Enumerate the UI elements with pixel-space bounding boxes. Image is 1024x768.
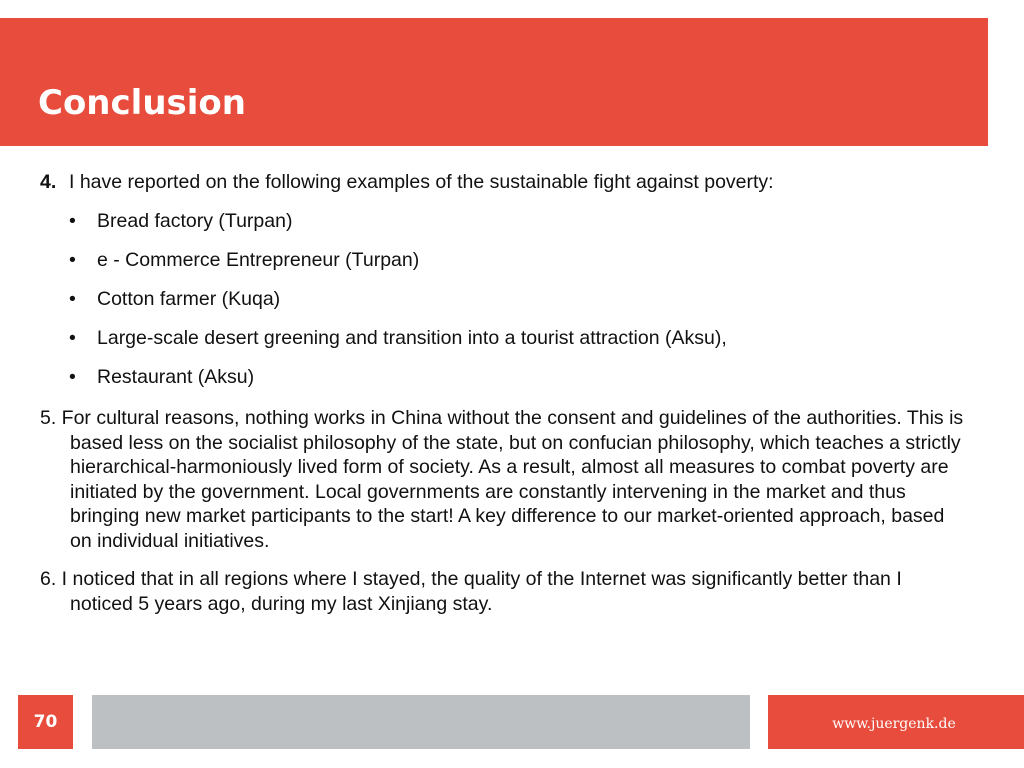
bullet-icon: •: [69, 249, 76, 271]
bullet-icon: •: [69, 288, 76, 310]
page-number: 70: [18, 695, 73, 749]
slide-body: [40, 170, 970, 616]
point-6-paragraph: 6. I noticed that in all regions where I stayed, the quality of the Internet was significantly better than I noticed 5 years ago, during my last Xinjiang stay.: [40, 568, 902, 615]
list-item: [40, 209, 970, 248]
bullet-icon: •: [69, 366, 76, 388]
point-5-paragraph: 5. For cultural reasons, nothing works in China without the consent and guidelines of the authorities. This is based less on the socialist philosophy of the state, but on confucian philosophy, which teaches a strictly hierarchical-harmoniously lived form of society. As a result, almost all measures to combat poverty are initiated by the government. Local governments are constantly intervening in the market and thus bringing new market participants to the start! A key difference to our market-oriented approach, based on individual initiatives.: [40, 407, 964, 552]
footer-bar: [92, 695, 750, 749]
point-4-intro: I have reported on the following examples of the sustainable fight against poverty:: [69, 171, 774, 193]
list-item: [40, 248, 970, 287]
list-item: [40, 287, 970, 326]
bullet-icon: •: [69, 327, 76, 349]
list-item-text: Restaurant (Aksu): [97, 366, 255, 388]
bullet-icon: •: [69, 210, 76, 232]
point-4: [40, 170, 970, 194]
slide-title: Conclusion: [38, 83, 246, 123]
list-item: [40, 365, 970, 404]
bullet-list: [40, 209, 970, 404]
list-item-text: Bread factory (Turpan): [97, 210, 293, 232]
list-item-text: e - Commerce Entrepreneur (Turpan): [97, 249, 420, 271]
list-item-text: Cotton farmer (Kuqa): [97, 288, 281, 310]
list-item: [40, 326, 970, 365]
list-item-text: Large-scale desert greening and transition into a tourist attraction (Aksu),: [97, 327, 727, 349]
point-4-number: 4.: [40, 171, 57, 193]
website-label: www.juergenk.de: [768, 695, 1024, 749]
